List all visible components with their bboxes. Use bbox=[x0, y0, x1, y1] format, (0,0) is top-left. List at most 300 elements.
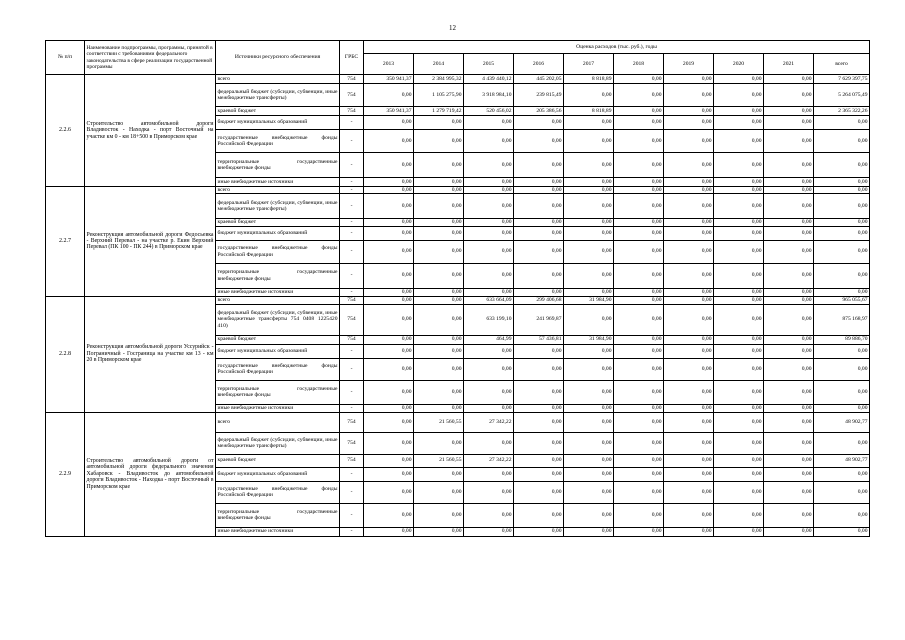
year-value: 21 560,55 bbox=[414, 454, 464, 467]
total-value: 7 629 397,75 bbox=[814, 75, 870, 84]
grbs-code: - bbox=[340, 481, 364, 503]
year-value: 0,00 bbox=[714, 107, 764, 116]
year-value: 0,00 bbox=[364, 527, 414, 536]
year-value: 0,00 bbox=[614, 288, 664, 296]
year-value: 0,00 bbox=[664, 194, 714, 219]
total-value: 0,00 bbox=[814, 263, 870, 288]
year-value: 0,00 bbox=[664, 263, 714, 288]
table-body bbox=[46, 75, 870, 537]
year-value: 0,00 bbox=[664, 380, 714, 404]
year-value: 0,00 bbox=[514, 263, 564, 288]
row-number: 2.2.8 bbox=[46, 296, 85, 412]
year-value: 0,00 bbox=[414, 344, 464, 358]
year-value: 0,00 bbox=[614, 194, 664, 219]
year-value: 0,00 bbox=[764, 380, 814, 404]
table-row bbox=[46, 187, 870, 194]
total-value: 0,00 bbox=[814, 467, 870, 481]
year-value: 0,00 bbox=[714, 153, 764, 178]
year-value: 31 984,90 bbox=[564, 335, 614, 344]
total-value: 0,00 bbox=[814, 178, 870, 187]
funding-source: всего bbox=[216, 187, 340, 194]
year-value: 57 436,81 bbox=[514, 335, 564, 344]
year-value: 299 406,68 bbox=[514, 296, 564, 304]
grbs-code: - bbox=[340, 194, 364, 219]
year-value: 0,00 bbox=[664, 304, 714, 335]
year-value: 0,00 bbox=[514, 404, 564, 412]
year-value: 8 818,89 bbox=[564, 107, 614, 116]
grbs-code: 754 bbox=[340, 296, 364, 304]
header-year: 2014 bbox=[414, 54, 464, 75]
year-value: 350 941,37 bbox=[364, 107, 414, 116]
total-value: 965 055,67 bbox=[814, 296, 870, 304]
year-value: 0,00 bbox=[764, 116, 814, 130]
year-value: 0,00 bbox=[364, 358, 414, 380]
header-year: 2018 bbox=[614, 54, 664, 75]
year-value: 0,00 bbox=[514, 219, 564, 226]
table-row bbox=[46, 75, 870, 84]
year-value: 0,00 bbox=[764, 432, 814, 454]
year-value: 0,00 bbox=[414, 130, 464, 153]
year-value: 205 386,56 bbox=[514, 107, 564, 116]
year-value: 0,00 bbox=[664, 187, 714, 194]
project-name: Реконструкция автомобильной дороги Федосьевка - Верхний Перевал - на участке р. Екин Верхний Перевал (ПК 100 - ПК 244) в Приморском крае bbox=[85, 187, 216, 297]
total-value: 0,00 bbox=[814, 130, 870, 153]
funding-source: территориальные государственные внебюджетные фонды bbox=[216, 263, 340, 288]
year-value: 0,00 bbox=[364, 432, 414, 454]
year-value: 0,00 bbox=[664, 219, 714, 226]
grbs-code: - bbox=[340, 358, 364, 380]
year-value: 633 199,10 bbox=[464, 304, 514, 335]
year-value: 0,00 bbox=[564, 178, 614, 187]
year-value: 0,00 bbox=[564, 527, 614, 536]
year-value: 2 384 995,32 bbox=[414, 75, 464, 84]
year-value: 520 456,02 bbox=[464, 107, 514, 116]
year-value: 0,00 bbox=[414, 404, 464, 412]
year-value: 0,00 bbox=[464, 288, 514, 296]
year-value: 0,00 bbox=[664, 240, 714, 263]
funding-source: иные внебюджетные источники bbox=[216, 178, 340, 187]
year-value: 0,00 bbox=[664, 358, 714, 380]
year-value: 0,00 bbox=[364, 178, 414, 187]
year-value: 0,00 bbox=[764, 412, 814, 432]
year-value: 3 918 984,10 bbox=[464, 84, 514, 107]
funding-source: государственные внебюджетные фонды Российской Федерации bbox=[216, 240, 340, 263]
grbs-code: 754 bbox=[340, 335, 364, 344]
year-value: 0,00 bbox=[564, 84, 614, 107]
total-value: 0,00 bbox=[814, 194, 870, 219]
year-value: 0,00 bbox=[764, 107, 814, 116]
year-value: 0,00 bbox=[764, 467, 814, 481]
year-value: 0,00 bbox=[364, 84, 414, 107]
year-value: 0,00 bbox=[714, 178, 764, 187]
year-value: 0,00 bbox=[564, 263, 614, 288]
year-value: 0,00 bbox=[714, 240, 764, 263]
year-value: 0,00 bbox=[414, 481, 464, 503]
funding-source: краевой бюджет bbox=[216, 219, 340, 226]
total-value: 0,00 bbox=[814, 503, 870, 527]
year-value: 0,00 bbox=[364, 296, 414, 304]
funding-source: федеральный бюджет (субсидии, субвенции, иные межбюджетные трансферты) bbox=[216, 84, 340, 107]
year-value: 0,00 bbox=[364, 263, 414, 288]
year-value: 0,00 bbox=[414, 226, 464, 240]
year-value: 0,00 bbox=[614, 412, 664, 432]
year-value: 0,00 bbox=[464, 219, 514, 226]
year-value: 0,00 bbox=[764, 454, 814, 467]
grbs-code: - bbox=[340, 467, 364, 481]
total-value: 0,00 bbox=[814, 404, 870, 412]
table-row bbox=[46, 296, 870, 304]
total-value: 0,00 bbox=[814, 226, 870, 240]
grbs-code: 754 bbox=[340, 304, 364, 335]
year-value: 0,00 bbox=[564, 219, 614, 226]
year-value: 0,00 bbox=[564, 288, 614, 296]
year-value: 0,00 bbox=[714, 226, 764, 240]
year-value: 0,00 bbox=[664, 467, 714, 481]
grbs-code: - bbox=[340, 527, 364, 536]
grbs-code: - bbox=[340, 263, 364, 288]
funding-source: иные внебюджетные источники bbox=[216, 527, 340, 536]
year-value: 0,00 bbox=[664, 116, 714, 130]
funding-source: территориальные государственные внебюджетные фонды bbox=[216, 380, 340, 404]
year-value: 27 342,22 bbox=[464, 454, 514, 467]
grbs-code: 754 bbox=[340, 412, 364, 432]
funding-source: краевой бюджет bbox=[216, 107, 340, 116]
header-year: 2016 bbox=[514, 54, 564, 75]
total-value: 48 902,77 bbox=[814, 454, 870, 467]
year-value: 0,00 bbox=[714, 380, 764, 404]
year-value: 0,00 bbox=[514, 130, 564, 153]
year-value: 0,00 bbox=[364, 380, 414, 404]
grbs-code: - bbox=[340, 404, 364, 412]
grbs-code: - bbox=[340, 153, 364, 178]
funding-source: бюджет муниципальных образований bbox=[216, 116, 340, 130]
year-value: 0,00 bbox=[464, 467, 514, 481]
year-value: 0,00 bbox=[564, 116, 614, 130]
year-value: 0,00 bbox=[564, 187, 614, 194]
year-value: 0,00 bbox=[614, 116, 664, 130]
funding-source: всего bbox=[216, 412, 340, 432]
funding-source: федеральный бюджет (субсидии, субвенции, иные межбюджетные трансферты 754 0408 1225420 410) bbox=[216, 304, 340, 335]
year-value: 0,00 bbox=[514, 412, 564, 432]
year-value: 0,00 bbox=[514, 226, 564, 240]
year-value: 0,00 bbox=[714, 358, 764, 380]
year-value: 0,00 bbox=[414, 178, 464, 187]
year-value: 0,00 bbox=[764, 296, 814, 304]
year-value: 0,00 bbox=[664, 153, 714, 178]
funding-source: государственные внебюджетные фонды Российской Федерации bbox=[216, 358, 340, 380]
year-value: 0,00 bbox=[464, 194, 514, 219]
row-number: 2.2.7 bbox=[46, 187, 85, 297]
row-number: 2.2.9 bbox=[46, 412, 85, 536]
year-value: 0,00 bbox=[464, 153, 514, 178]
total-value: 0,00 bbox=[814, 219, 870, 226]
year-value: 0,00 bbox=[714, 412, 764, 432]
year-value: 0,00 bbox=[564, 240, 614, 263]
year-value: 0,00 bbox=[764, 187, 814, 194]
total-value: 0,00 bbox=[814, 380, 870, 404]
year-value: 0,00 bbox=[564, 454, 614, 467]
year-value: 0,00 bbox=[614, 263, 664, 288]
year-value: 0,00 bbox=[364, 481, 414, 503]
year-value: 0,00 bbox=[614, 467, 664, 481]
year-value: 0,00 bbox=[564, 194, 614, 219]
year-value: 0,00 bbox=[764, 335, 814, 344]
year-value: 0,00 bbox=[714, 296, 764, 304]
funding-source: государственные внебюджетные фонды Российской Федерации bbox=[216, 481, 340, 503]
grbs-code: - bbox=[340, 503, 364, 527]
year-value: 0,00 bbox=[614, 296, 664, 304]
year-value: 0,00 bbox=[414, 335, 464, 344]
year-value: 0,00 bbox=[764, 304, 814, 335]
funding-source: бюджет муниципальных образований bbox=[216, 226, 340, 240]
year-value: 0,00 bbox=[614, 187, 664, 194]
year-value: 0,00 bbox=[714, 404, 764, 412]
year-value: 0,00 bbox=[664, 527, 714, 536]
year-value: 0,00 bbox=[364, 344, 414, 358]
year-value: 0,00 bbox=[614, 454, 664, 467]
year-value: 0,00 bbox=[564, 226, 614, 240]
year-value: 0,00 bbox=[414, 187, 464, 194]
total-value: 89 886,70 bbox=[814, 335, 870, 344]
year-value: 0,00 bbox=[514, 481, 564, 503]
year-value: 0,00 bbox=[564, 358, 614, 380]
year-value: 0,00 bbox=[614, 503, 664, 527]
year-value: 0,00 bbox=[414, 527, 464, 536]
year-value: 0,00 bbox=[614, 380, 664, 404]
funding-source: краевой бюджет bbox=[216, 454, 340, 467]
funding-source: бюджет муниципальных образований bbox=[216, 344, 340, 358]
year-value: 0,00 bbox=[364, 335, 414, 344]
year-value: 0,00 bbox=[664, 454, 714, 467]
year-value: 0,00 bbox=[514, 527, 564, 536]
funding-source: государственные внебюджетные фонды Российской Федерации bbox=[216, 130, 340, 153]
year-value: 0,00 bbox=[564, 503, 614, 527]
year-value: 0,00 bbox=[414, 240, 464, 263]
header-year: 2021 bbox=[764, 54, 814, 75]
year-value: 0,00 bbox=[414, 219, 464, 226]
total-value: 875 168,97 bbox=[814, 304, 870, 335]
year-value: 0,00 bbox=[614, 432, 664, 454]
year-value: 0,00 bbox=[664, 226, 714, 240]
year-value: 239 815,49 bbox=[514, 84, 564, 107]
year-value: 0,00 bbox=[614, 107, 664, 116]
year-value: 0,00 bbox=[764, 481, 814, 503]
year-value: 0,00 bbox=[514, 116, 564, 130]
year-value: 0,00 bbox=[464, 481, 514, 503]
year-value: 0,00 bbox=[714, 75, 764, 84]
year-value: 0,00 bbox=[364, 404, 414, 412]
year-value: 0,00 bbox=[714, 187, 764, 194]
year-value: 0,00 bbox=[514, 153, 564, 178]
year-value: 0,00 bbox=[564, 130, 614, 153]
table-row bbox=[46, 412, 870, 432]
year-value: 0,00 bbox=[714, 130, 764, 153]
year-value: 0,00 bbox=[414, 263, 464, 288]
total-value: 0,00 bbox=[814, 481, 870, 503]
year-value: 0,00 bbox=[364, 187, 414, 194]
year-value: 0,00 bbox=[464, 380, 514, 404]
year-value: 0,00 bbox=[364, 304, 414, 335]
year-value: 1 105 275,90 bbox=[414, 84, 464, 107]
year-value: 0,00 bbox=[414, 467, 464, 481]
total-value: 5 264 075,49 bbox=[814, 84, 870, 107]
funding-source: федеральный бюджет (субсидии, субвенции, иные межбюджетные трансферты) bbox=[216, 432, 340, 454]
header-year: 2017 bbox=[564, 54, 614, 75]
year-value: 21 560,55 bbox=[414, 412, 464, 432]
year-value: 0,00 bbox=[714, 304, 764, 335]
total-value: 48 902,77 bbox=[814, 412, 870, 432]
grbs-code: 754 bbox=[340, 454, 364, 467]
year-value: 0,00 bbox=[764, 404, 814, 412]
year-value: 0,00 bbox=[714, 116, 764, 130]
year-value: 27 342,22 bbox=[464, 412, 514, 432]
grbs-code: - bbox=[340, 344, 364, 358]
year-value: 0,00 bbox=[364, 226, 414, 240]
year-value: 0,00 bbox=[564, 481, 614, 503]
year-value: 0,00 bbox=[464, 130, 514, 153]
funding-source: бюджет муниципальных образований bbox=[216, 467, 340, 481]
year-value: 0,00 bbox=[614, 481, 664, 503]
year-value: 0,00 bbox=[414, 296, 464, 304]
header-year: 2015 bbox=[464, 54, 514, 75]
funding-source: всего bbox=[216, 75, 340, 84]
grbs-code: 754 bbox=[340, 107, 364, 116]
year-value: 0,00 bbox=[664, 75, 714, 84]
year-value: 0,00 bbox=[614, 344, 664, 358]
year-value: 0,00 bbox=[364, 467, 414, 481]
year-value: 0,00 bbox=[364, 153, 414, 178]
year-value: 0,00 bbox=[714, 335, 764, 344]
year-value: 0,00 bbox=[664, 296, 714, 304]
year-value: 0,00 bbox=[714, 503, 764, 527]
year-value: 0,00 bbox=[664, 404, 714, 412]
year-value: 0,00 bbox=[364, 454, 414, 467]
year-value: 0,00 bbox=[364, 288, 414, 296]
year-value: 0,00 bbox=[564, 344, 614, 358]
year-value: 0,00 bbox=[614, 84, 664, 107]
year-value: 0,00 bbox=[464, 503, 514, 527]
header-source: Источники ресурсного обеспечения bbox=[216, 41, 340, 75]
year-value: 0,00 bbox=[514, 178, 564, 187]
year-value: 350 941,37 bbox=[364, 75, 414, 84]
year-value: 0,00 bbox=[364, 240, 414, 263]
year-value: 0,00 bbox=[564, 153, 614, 178]
year-value: 0,00 bbox=[614, 304, 664, 335]
funding-source: иные внебюджетные источники bbox=[216, 404, 340, 412]
year-value: 0,00 bbox=[614, 153, 664, 178]
year-value: 0,00 bbox=[764, 75, 814, 84]
grbs-code: - bbox=[340, 116, 364, 130]
year-value: 0,00 bbox=[514, 467, 564, 481]
year-value: 0,00 bbox=[464, 240, 514, 263]
project-name: Строительство автомобильной дороги Владивосток - Находка - порт Восточный на участке км 0 - км 18+500 в Приморском крае bbox=[85, 75, 216, 187]
year-value: 0,00 bbox=[714, 219, 764, 226]
budget-table bbox=[45, 40, 870, 537]
year-value: 0,00 bbox=[514, 240, 564, 263]
total-value: 0,00 bbox=[814, 187, 870, 194]
funding-source: федеральный бюджет (субсидии, субвенции, иные межбюджетные трансферты) bbox=[216, 194, 340, 219]
year-value: 0,00 bbox=[714, 432, 764, 454]
project-name: Реконструкция автомобильной дороги Уссурийск - Пограничный - Госграница на участке км 13 - км 20 в Приморском крае bbox=[85, 296, 216, 412]
year-value: 0,00 bbox=[714, 263, 764, 288]
funding-source: иные внебюджетные источники bbox=[216, 288, 340, 296]
year-value: 0,00 bbox=[414, 153, 464, 178]
year-value: 0,00 bbox=[614, 527, 664, 536]
year-value: 0,00 bbox=[514, 288, 564, 296]
year-value: 0,00 bbox=[764, 226, 814, 240]
year-value: 0,00 bbox=[464, 404, 514, 412]
year-value: 633 664,09 bbox=[464, 296, 514, 304]
year-value: 0,00 bbox=[464, 178, 514, 187]
row-number: 2.2.6 bbox=[46, 75, 85, 187]
year-value: 0,00 bbox=[414, 288, 464, 296]
funding-source: всего bbox=[216, 296, 340, 304]
page-number: 12 bbox=[449, 24, 456, 32]
year-value: 0,00 bbox=[614, 358, 664, 380]
year-value: 0,00 bbox=[514, 380, 564, 404]
year-value: 464,99 bbox=[464, 335, 514, 344]
year-value: 0,00 bbox=[514, 432, 564, 454]
funding-source: территориальные государственные внебюджетные фонды bbox=[216, 503, 340, 527]
total-value: 0,00 bbox=[814, 240, 870, 263]
project-name: Строительство автомобильной дороги от автомобильной дороги федерального значения Хабаровск - Владивосток до автомобильной дороги Владивосток - Находка - порт Восточный в Приморском крае bbox=[85, 412, 216, 536]
grbs-code: 754 bbox=[340, 432, 364, 454]
total-value: 0,00 bbox=[814, 527, 870, 536]
year-value: 0,00 bbox=[464, 263, 514, 288]
year-value: 0,00 bbox=[414, 432, 464, 454]
header-year: 2013 bbox=[364, 54, 414, 75]
year-value: 0,00 bbox=[764, 344, 814, 358]
year-value: 0,00 bbox=[614, 75, 664, 84]
year-value: 445 202,05 bbox=[514, 75, 564, 84]
year-value: 0,00 bbox=[464, 116, 514, 130]
grbs-code: 754 bbox=[340, 84, 364, 107]
year-value: 0,00 bbox=[464, 527, 514, 536]
year-value: 0,00 bbox=[764, 178, 814, 187]
year-value: 0,00 bbox=[564, 380, 614, 404]
year-value: 0,00 bbox=[564, 404, 614, 412]
year-value: 0,00 bbox=[364, 503, 414, 527]
year-value: 0,00 bbox=[714, 288, 764, 296]
year-value: 0,00 bbox=[664, 412, 714, 432]
total-value: 0,00 bbox=[814, 344, 870, 358]
year-value: 0,00 bbox=[664, 130, 714, 153]
year-value: 0,00 bbox=[364, 130, 414, 153]
year-value: 0,00 bbox=[564, 412, 614, 432]
funding-source: краевой бюджет bbox=[216, 335, 340, 344]
year-value: 0,00 bbox=[614, 404, 664, 412]
year-value: 0,00 bbox=[764, 358, 814, 380]
table-header bbox=[46, 41, 870, 75]
year-value: 0,00 bbox=[714, 84, 764, 107]
year-value: 0,00 bbox=[464, 344, 514, 358]
year-value: 0,00 bbox=[764, 288, 814, 296]
grbs-code: - bbox=[340, 288, 364, 296]
year-value: 0,00 bbox=[714, 194, 764, 219]
total-value: 0,00 bbox=[814, 153, 870, 178]
year-value: 31 984,90 bbox=[564, 296, 614, 304]
total-value: 0,00 bbox=[814, 116, 870, 130]
year-value: 8 818,89 bbox=[564, 75, 614, 84]
total-value: 0,00 bbox=[814, 432, 870, 454]
header-year: 2020 bbox=[714, 54, 764, 75]
year-value: 0,00 bbox=[564, 432, 614, 454]
year-value: 0,00 bbox=[464, 187, 514, 194]
year-value: 0,00 bbox=[464, 226, 514, 240]
year-value: 0,00 bbox=[664, 344, 714, 358]
year-value: 0,00 bbox=[714, 344, 764, 358]
year-value: 0,00 bbox=[714, 467, 764, 481]
